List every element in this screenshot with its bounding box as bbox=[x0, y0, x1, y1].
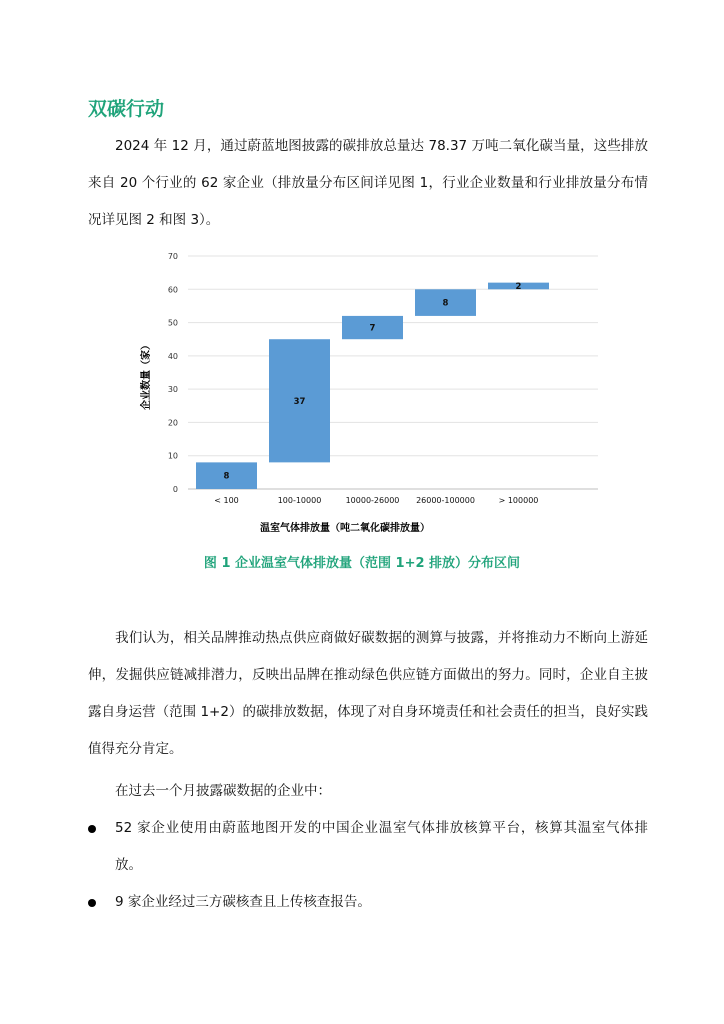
section-title: 双碳行动 bbox=[88, 98, 165, 120]
y-tick-label: 40 bbox=[167, 351, 178, 361]
y-tick-label: 10 bbox=[167, 451, 178, 461]
x-tick-labels bbox=[214, 496, 538, 505]
data-label: 8 bbox=[442, 298, 449, 309]
data-label: 8 bbox=[223, 471, 230, 482]
x-axis-label: 温室气体排放量（吨二氧化碳排放量） bbox=[260, 523, 430, 534]
bullet-icon bbox=[88, 825, 96, 833]
x-tick-label: > 100000 bbox=[498, 496, 539, 505]
x-tick-label: 10000-26000 bbox=[345, 496, 400, 505]
y-tick-label: 50 bbox=[167, 318, 178, 328]
x-tick-label: 100-10000 bbox=[277, 496, 322, 505]
list-item bbox=[88, 884, 648, 921]
y-tick-label: 20 bbox=[167, 418, 178, 428]
body-text: 我们认为，相关品牌推动热点供应商做好碳数据的测算与披露，并将推动力不断向上游延伸，发掘供应链减排潜力，反映出品牌在推动绿色供应链方面做出的努力。同时，企业自主披露自身运营（范围 1+2）的碳排放数据，体现了对自身环境责任和社会责任的担当，良好实践值得充分肯定。 bbox=[88, 630, 648, 757]
list-item-text: 52 家企业使用由蔚蓝地图开发的中国企业温室气体排放核算平台，核算其温室气体排放。 bbox=[115, 820, 648, 873]
intro-text: 2024 年 12 月，通过蔚蓝地图披露的碳排放总量达 78.37 万吨二氧化碳当量，这些排放来自 20 个行业的 62 家企业（排放量分布区间详见图 1，行业企业数量和行业排放量分布情况详见图 2 和图 3）。 bbox=[88, 138, 648, 228]
figure-caption: 图 1 企业温室气体排放量（范围 1+2 排放）分布区间 bbox=[203, 556, 521, 571]
y-axis-label: 企业数量（家） bbox=[141, 340, 152, 410]
data-label: 7 bbox=[369, 323, 376, 334]
body-paragraph bbox=[88, 620, 648, 768]
y-tick-labels bbox=[168, 252, 178, 494]
list-item-text: 9 家企业经过三方碳核查且上传核查报告。 bbox=[115, 894, 371, 910]
chart-bars bbox=[196, 282, 549, 489]
list-item bbox=[88, 810, 648, 884]
data-label: 2 bbox=[515, 281, 522, 292]
list-intro: 在过去一个月披露碳数据的企业中： bbox=[115, 783, 331, 799]
x-tick-label: 26000-100000 bbox=[416, 496, 475, 505]
intro-paragraph bbox=[88, 128, 648, 239]
y-tick-label: 70 bbox=[167, 252, 178, 261]
distribution-chart bbox=[130, 244, 600, 544]
y-tick-label: 30 bbox=[167, 385, 178, 395]
bullet-icon bbox=[88, 899, 96, 907]
y-tick-label: 60 bbox=[167, 285, 178, 295]
y-tick-label: 0 bbox=[172, 485, 178, 494]
chart-gridlines bbox=[188, 256, 598, 489]
data-label: 37 bbox=[293, 396, 306, 407]
x-tick-label: < 100 bbox=[214, 496, 239, 505]
